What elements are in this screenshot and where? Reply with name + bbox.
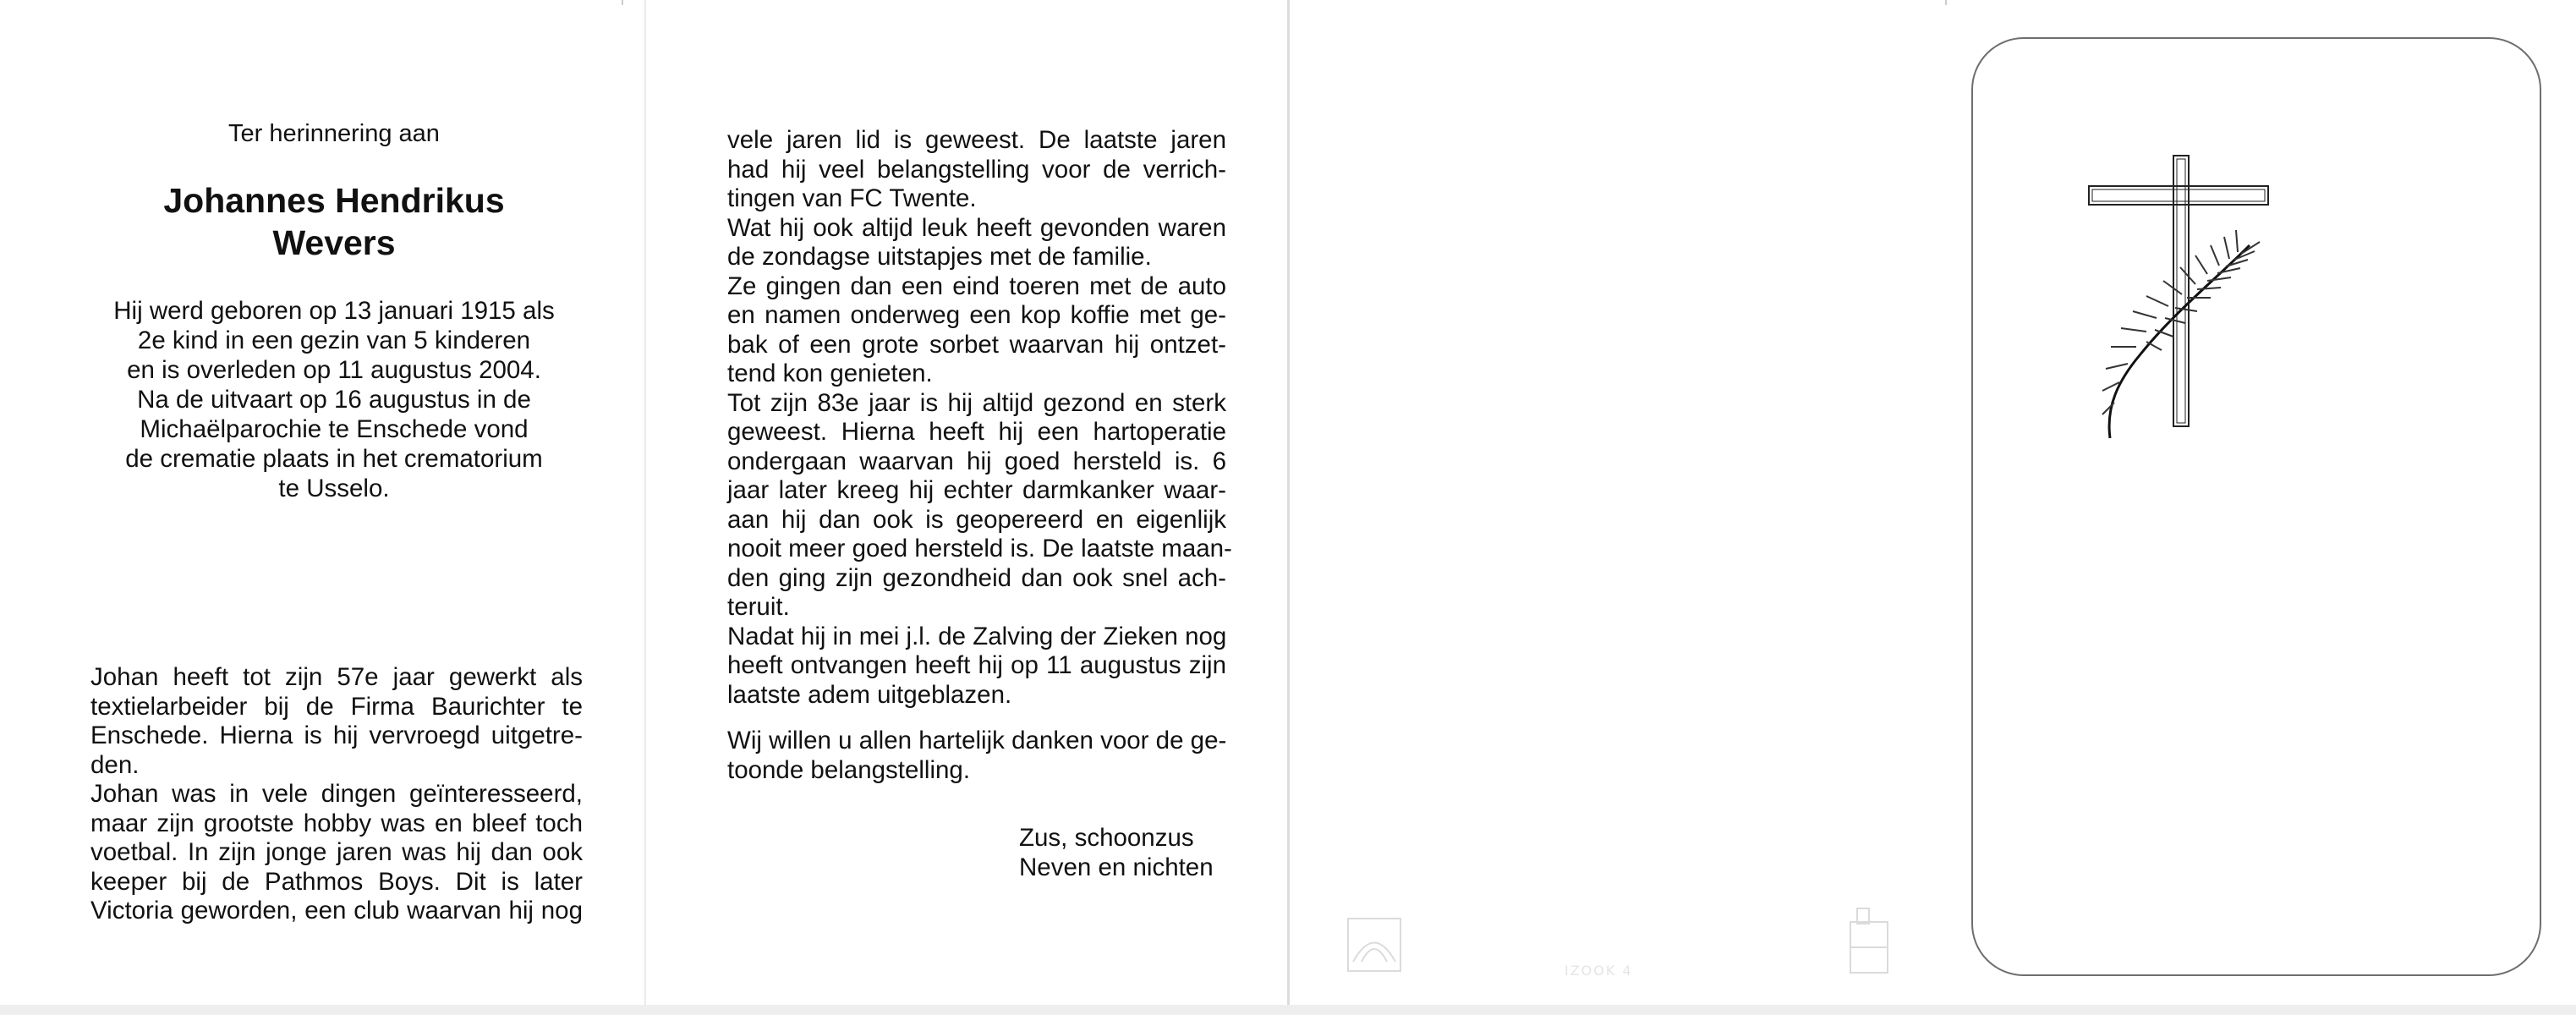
story-line: keeper bij de Pathmos Boys. Dit is later [90, 867, 583, 896]
story-line: tingen van FC Twente. [727, 184, 977, 212]
story-line: Tot zijn 83e jaar is hij altijd gezond en sterk [727, 388, 1226, 417]
story-line: had hij veel belangstelling voor de verrich- [727, 155, 1226, 184]
printer-logo-icon [1345, 915, 1404, 974]
story-line: Johan heeft tot zijn 57e jaar gewerkt als [90, 663, 583, 691]
story-line: aan hij dan ook is geopereerd en eigenlijk [727, 505, 1226, 534]
story-line: vele jaren lid is geweest. De laatste jaren [727, 126, 1226, 154]
story-text-column-2 [727, 126, 1232, 785]
printer-code: IZOOK 4 [1565, 963, 1633, 979]
bio-line: Na de uitvaart op 16 augustus in de [137, 386, 531, 414]
sheet-bottom-edge [0, 1005, 2576, 1015]
story-line: Victoria geworden, een club waarvan hij nog [90, 897, 583, 924]
biography-block [85, 296, 584, 503]
name-line: Wevers [272, 223, 396, 262]
fold-mark [1945, 0, 1947, 5]
signature-line: Neven en nichten [1019, 853, 1214, 881]
story-line: geweest. Hierna heeft hij een hartoperatie [727, 418, 1226, 446]
bio-line: de crematie plaats in het crematorium [125, 445, 543, 473]
bio-line: en is overleden op 11 augustus 2004. [127, 356, 541, 384]
bio-line: 2e kind in een gezin van 5 kinderen [137, 326, 531, 354]
thanks-line: Wij willen u allen hartelijk danken voor de ge- [727, 727, 1227, 754]
signature-block [1019, 823, 1214, 882]
cross-with-palm-branch-icon [2080, 152, 2283, 448]
bio-line: Hij werd geboren op 13 januari 1915 als [113, 297, 555, 325]
story-line: en namen onderweg een kop koffie met ge- [727, 301, 1226, 329]
story-line: nooit meer goed hersteld is. De laatste maan- [727, 535, 1232, 562]
signature-line: Zus, schoonzus [1019, 824, 1194, 852]
story-line: ondergaan waarvan hij goed hersteld is. 6 [727, 447, 1226, 475]
story-line: Enschede. Hierna is hij vervroegd uitgetre- [90, 721, 583, 749]
paragraph-gap [727, 710, 1226, 727]
story-line: jaar later kreeg hij echter darmkanker waar- [727, 476, 1226, 504]
fold-mark [622, 0, 623, 5]
story-line: Johan was in vele dingen geïnteresseerd, [90, 780, 583, 808]
story-line: Wat hij ook altijd leuk heeft gevonden waren [727, 213, 1226, 242]
story-line: maar zijn grootste hobby was en bleef toch [90, 809, 583, 837]
story-line: Ze gingen dan een eind toeren met de auto [727, 272, 1226, 300]
story-line: tend kon genieten. [727, 359, 933, 387]
thanks-line: toonde belangstelling. [727, 755, 971, 784]
name-line: Johannes Hendrikus [163, 181, 505, 220]
story-line: teruit. [727, 593, 790, 621]
story-line: de zondagse uitstapjes met de familie. [727, 243, 1152, 271]
story-line: Nadat hij in mei j.l. de Zalving der Zieken nog [727, 622, 1227, 650]
deceased-name [118, 179, 550, 264]
story-line: laatste adem uitgeblazen. [727, 680, 1012, 709]
story-line: voetbal. In zijn jonge jaren was hij dan ook [90, 838, 583, 866]
story-text-column-1 [90, 663, 583, 926]
story-line: den ging zijn gezondheid dan ook snel ach- [727, 563, 1226, 592]
bio-line: te Usselo. [278, 475, 390, 502]
story-line: bak of een grote sorbet waarvan hij ontzet- [727, 330, 1226, 359]
intro-text: Ter herinnering aan [228, 120, 440, 147]
bio-line: Michaëlparochie te Enschede vond [140, 415, 529, 443]
story-line: textielarbeider bij de Firma Baurichter te [90, 692, 583, 721]
story-line: den. [90, 750, 140, 779]
printer-mark-icon [1844, 905, 1894, 979]
story-line: heeft ontvangen heeft hij op 11 augustus zijn [727, 651, 1226, 679]
